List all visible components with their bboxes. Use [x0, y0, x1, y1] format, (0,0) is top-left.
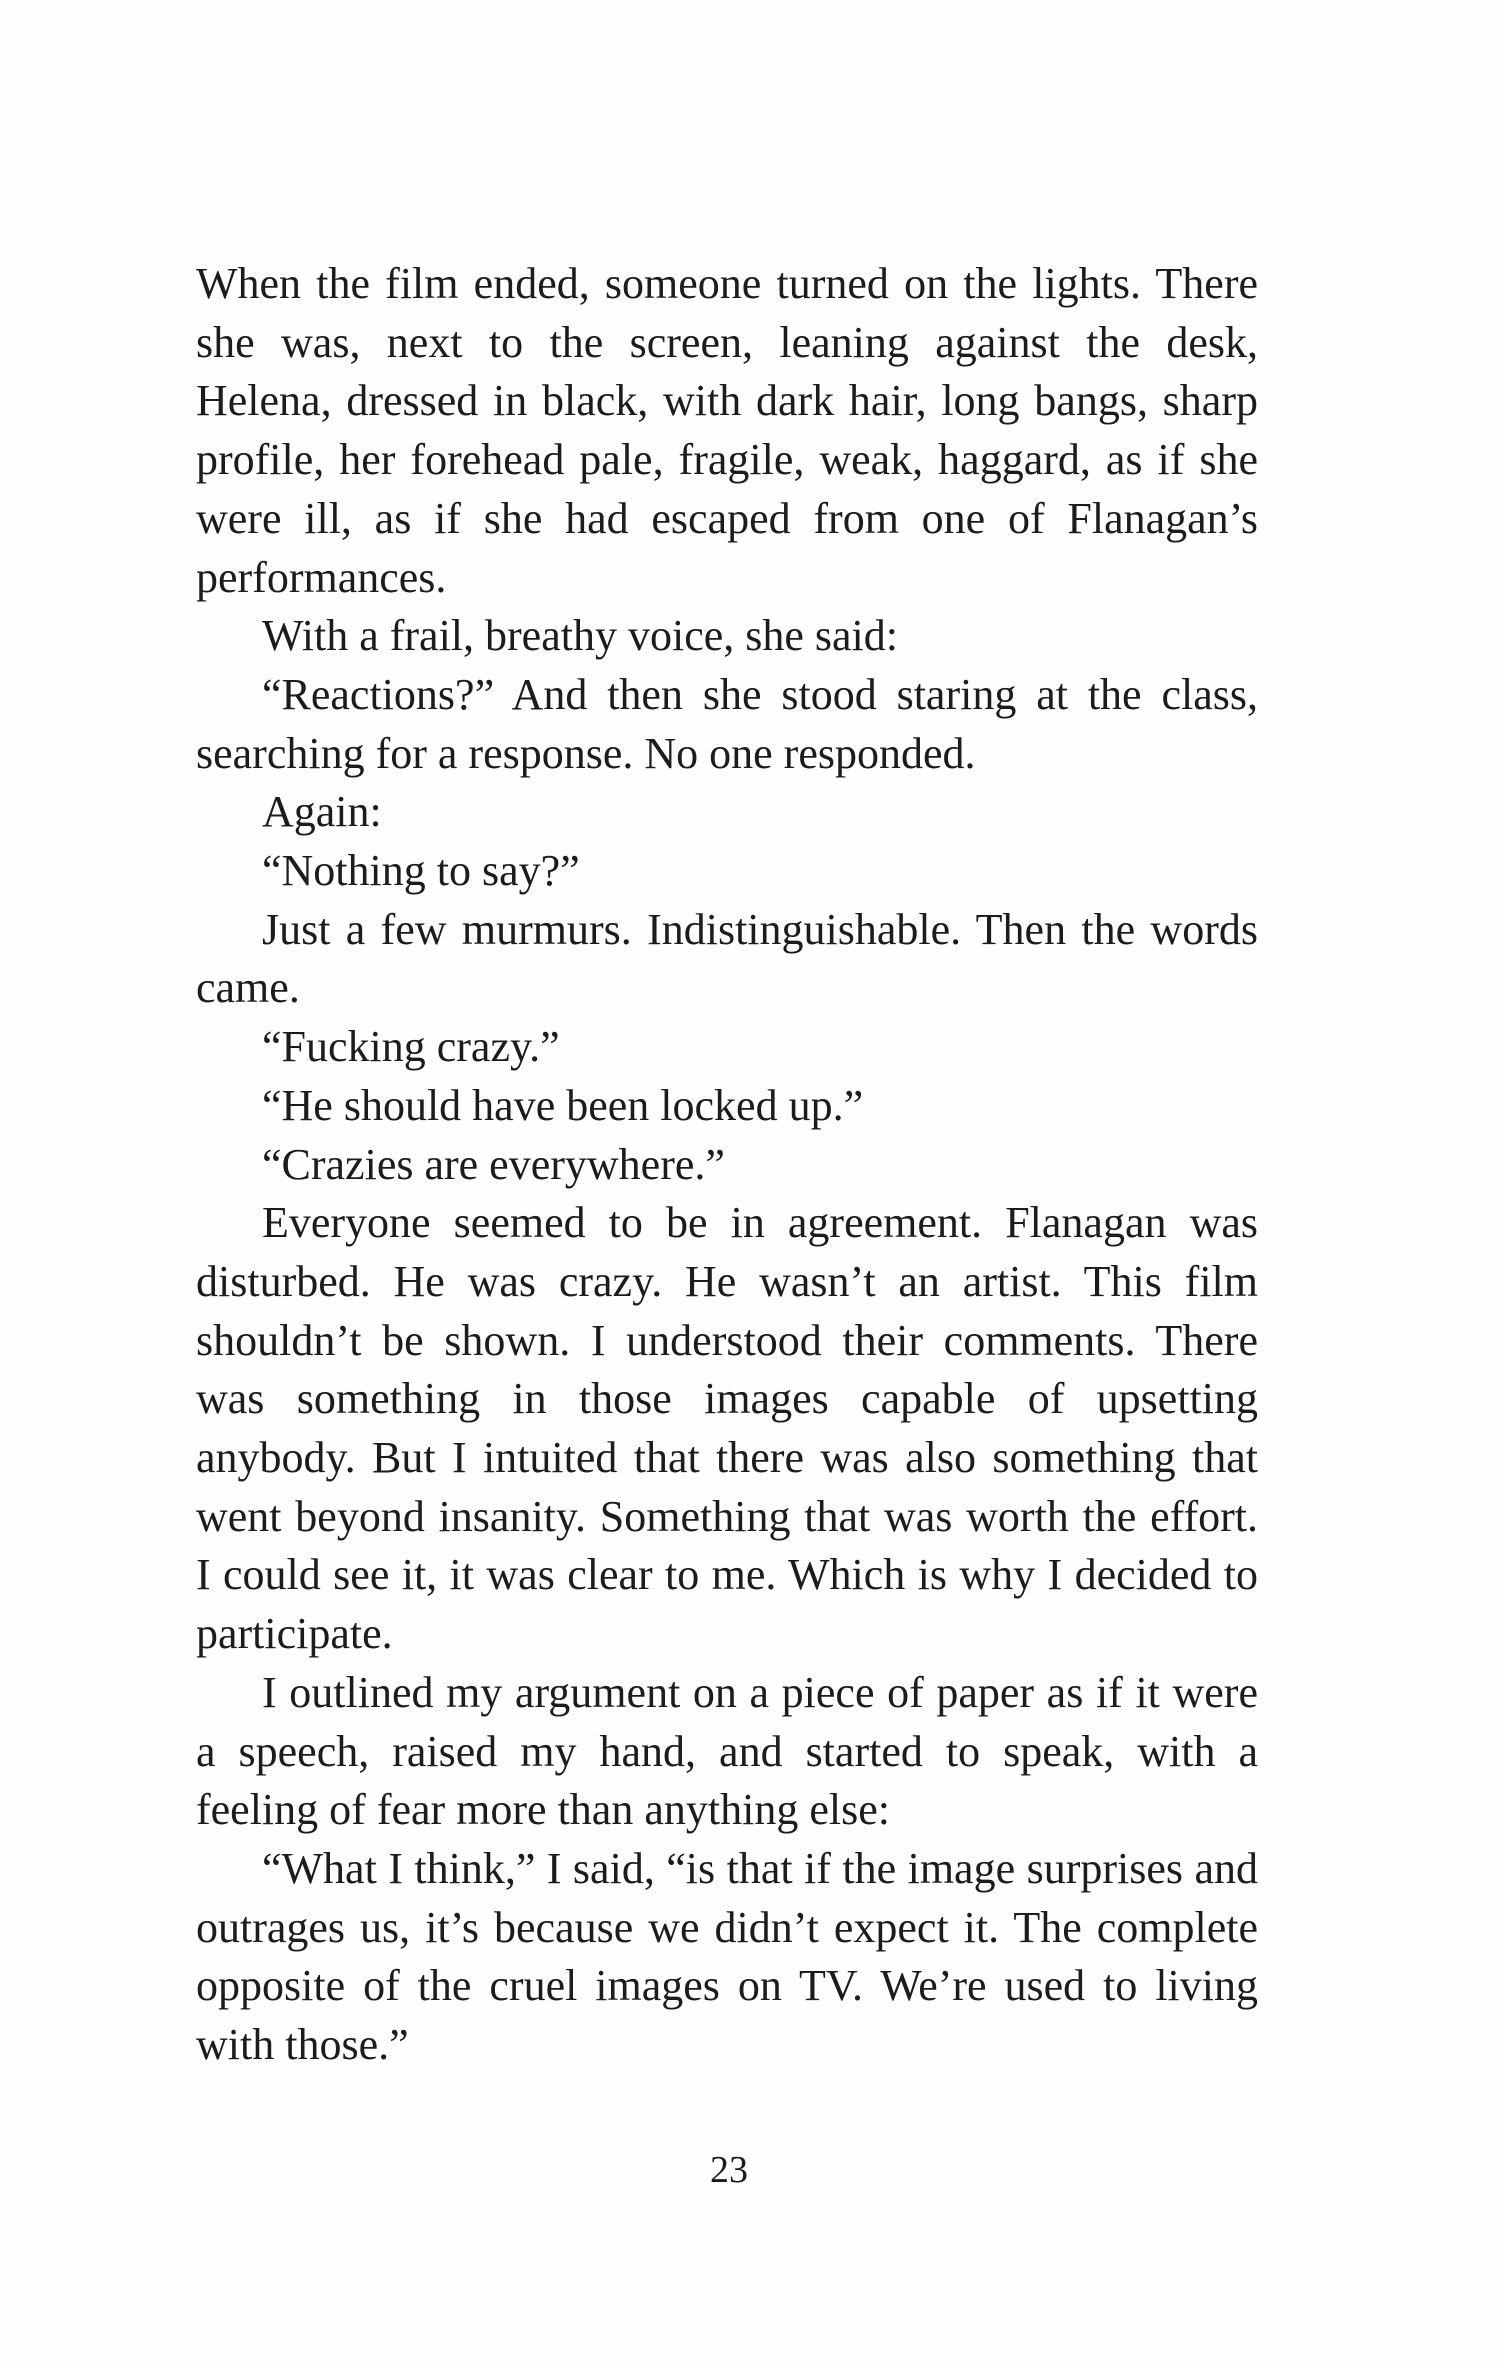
paragraph: Just a few murmurs. Indistinguishable. Then the words came.	[196, 904, 1258, 1013]
paragraph: Everyone seemed to be in agreement. Flanagan was disturbed. He was crazy. He wasn’t an artist. This film shouldn’t be shown. I understood their comments. There was something in those images capable of upsetting anybody. But I intuited that there was also something that went beyond insanity. Something that was worth the effort. I could see it, it was clear to me. Which is why I decided to participate.	[196, 1198, 1258, 1659]
paragraph: I outlined my argument on a piece of paper as if it were a speech, raised my hand, and started to speak, with a feeling of fear more than anything else:	[196, 1667, 1258, 1835]
paragraph: “Nothing to say?”	[262, 846, 580, 896]
paragraph: “He should have been locked up.”	[262, 1080, 864, 1130]
paragraph: When the film ended, someone turned on the lights. There she was, next to the screen, leaning against the desk, Helena, dressed in black, with dark hair, long bangs, sharp profile, her forehead pale, fragile, weak, haggard, as if she were ill, as if she had escaped from one of Flanagan’s performances.	[196, 259, 1258, 602]
page-number: 23	[710, 2149, 748, 2191]
paragraph: “Reactions?” And then she stood staring at the class, searching for a response. No one responded.	[196, 669, 1258, 778]
body-text	[196, 255, 1258, 2075]
paragraph: “Crazies are everywhere.”	[262, 1139, 725, 1189]
paragraph: “What I think,” I said, “is that if the image surprises and outrages us, it’s because we didn’t expect it. The complete opposite of the cruel images on TV. We’re used to living with those.”	[196, 1843, 1258, 2070]
paragraph: With a frail, breathy voice, she said:	[262, 611, 899, 661]
paragraph: Again:	[262, 787, 382, 837]
paragraph: “Fucking crazy.”	[262, 1022, 560, 1072]
